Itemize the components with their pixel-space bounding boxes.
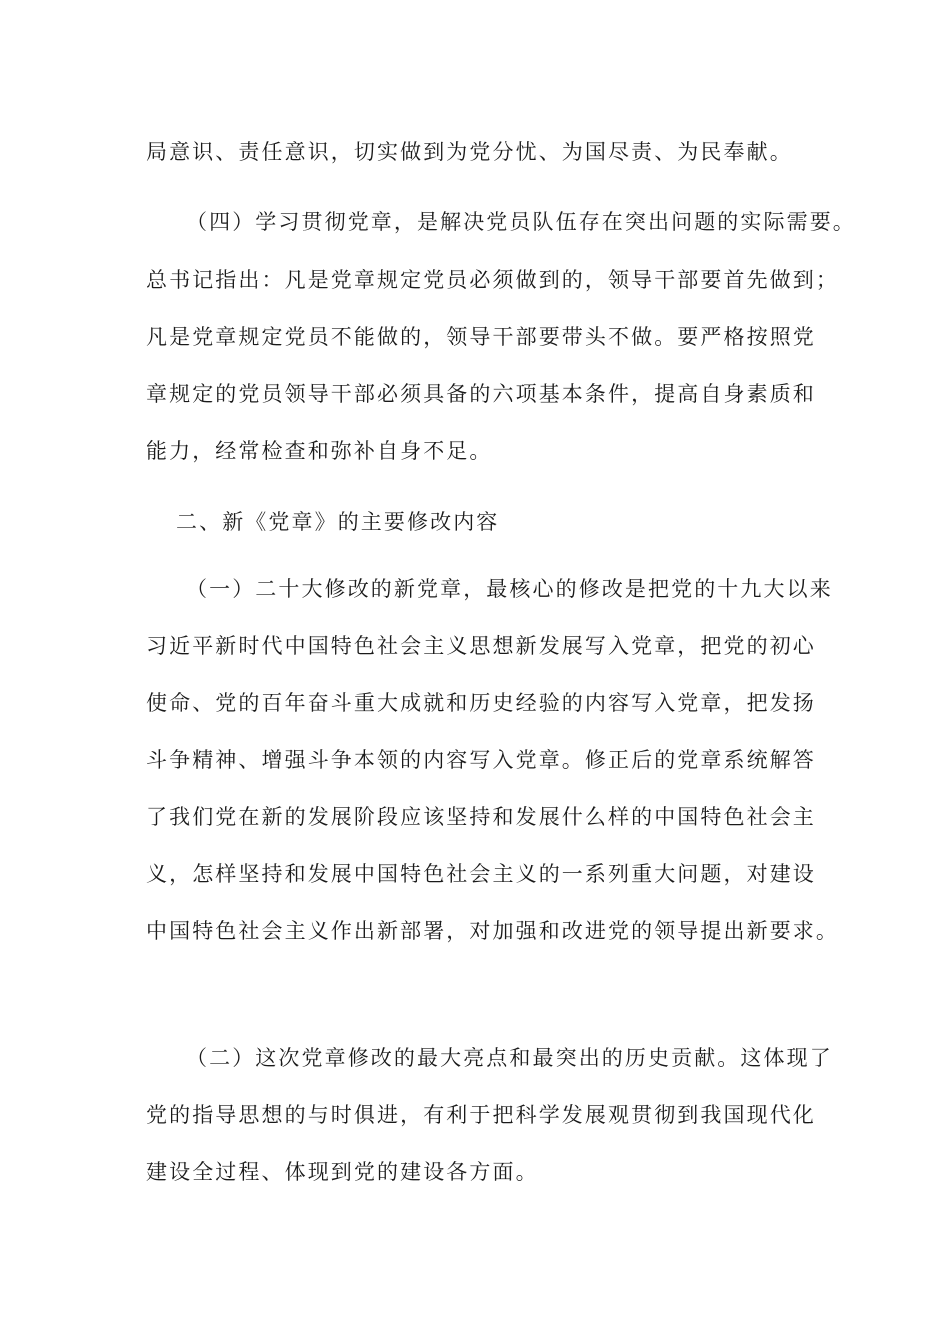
- section-heading: 二、新《党章》的主要修改内容: [176, 510, 500, 534]
- text-line: 义，怎样坚持和发展中国特色社会主义的一系列重大问题，对建设: [146, 862, 816, 886]
- text-line: 斗争精神、增强斗争本领的内容写入党章。修正后的党章系统解答: [146, 748, 816, 772]
- text-line: 局意识、责任意识，切实做到为党分忧、为国尽责、为民奉献。: [146, 140, 793, 164]
- paragraph-heading-one: （一）二十大修改的新党章，最核心的修改是把党的十九大以来: [186, 577, 833, 601]
- text-line: 中国特色社会主义作出新部署，对加强和改进党的领导提出新要求。: [146, 919, 839, 943]
- text-line: 总书记指出：凡是党章规定党员必须做到的，领导干部要首先做到；: [146, 268, 839, 292]
- text-line: 党的指导思想的与时俱进，有利于把科学发展观贯彻到我国现代化: [146, 1103, 816, 1127]
- text-line: 章规定的党员领导干部必须具备的六项基本条件，提高自身素质和: [146, 382, 816, 406]
- paragraph-heading-two: （二）这次党章修改的最大亮点和最突出的历史贡献。这体现了: [186, 1046, 833, 1070]
- text-line: 建设全过程、体现到党的建设各方面。: [146, 1160, 539, 1184]
- paragraph-heading-four: （四）学习贯彻党章，是解决党员队伍存在突出问题的实际需要。: [186, 210, 856, 234]
- text-line: 习近平新时代中国特色社会主义思想新发展写入党章，把党的初心: [146, 634, 816, 658]
- text-line: 凡是党章规定党员不能做的，领导干部要带头不做。要严格按照党: [146, 325, 816, 349]
- text-line: 使命、党的百年奋斗重大成就和历史经验的内容写入党章，把发扬: [146, 691, 816, 715]
- text-line: 了我们党在新的发展阶段应该坚持和发展什么样的中国特色社会主: [146, 805, 816, 829]
- text-line: 能力，经常检查和弥补自身不足。: [146, 439, 493, 463]
